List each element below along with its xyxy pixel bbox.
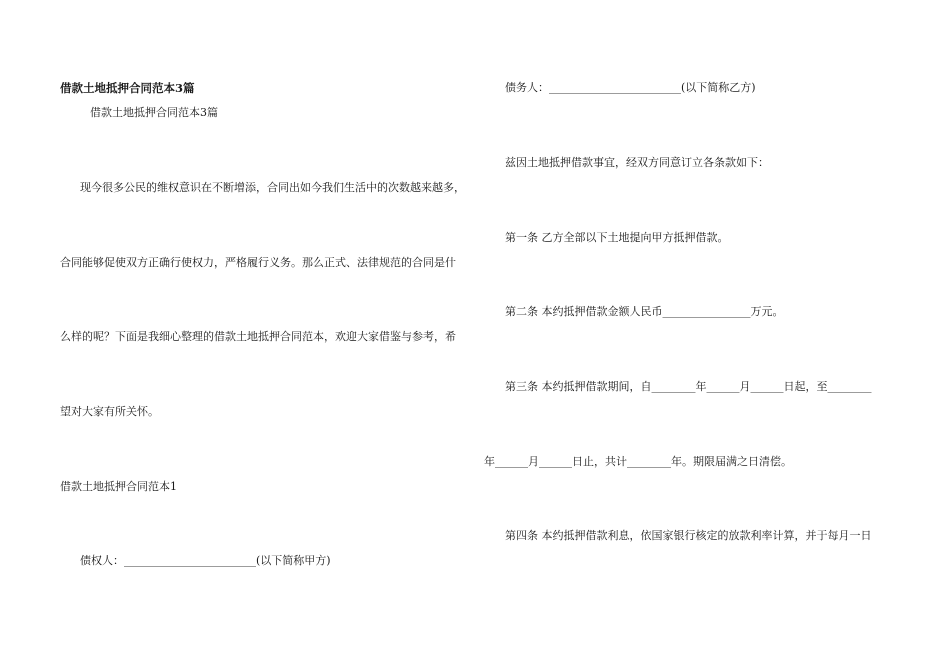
article-2: 第二条 本约抵押借款金额人民币________________万元。: [505, 305, 784, 318]
article-3-line-2: 年______月______日止，共计________年。期限届满之日清偿。: [484, 455, 792, 468]
intro-paragraph-line-4: 望对大家有所关怀。: [60, 405, 159, 418]
article-1: 第一条 乙方全部以下土地提向甲方抵押借款。: [505, 231, 729, 244]
article-3-line-1: 第三条 本约抵押借款期间，自________年______月______日起，至________: [505, 380, 872, 393]
document-title: 借款土地抵押合同范本3篇: [60, 81, 195, 95]
document-subtitle: 借款土地抵押合同范本3篇: [90, 106, 218, 119]
section-heading: 借款土地抵押合同范本1: [60, 480, 177, 493]
intro-paragraph-line-3: 么样的呢？下面是我细心整理的借款土地抵押合同范本，欢迎大家借鉴与参考，希: [60, 330, 456, 343]
intro-paragraph-line-1: 现今很多公民的维权意识在不断增添，合同出如今我们生活中的次数越来越多，: [80, 181, 465, 194]
intro-paragraph-line-2: 合同能够促使双方正确行使权力，严格履行义务。那么正式、法律规范的合同是什: [60, 256, 456, 269]
creditor-line: 债权人：________________________(以下简称甲方): [80, 554, 331, 567]
debtor-line: 债务人：________________________(以下简称乙方): [505, 81, 756, 94]
article-4: 第四条 本约抵押借款利息，依国家银行核定的放款利率计算，并于每月一日: [505, 529, 872, 542]
preamble: 兹因土地抵押借款事宜，经双方同意订立各条款如下：: [505, 156, 769, 169]
